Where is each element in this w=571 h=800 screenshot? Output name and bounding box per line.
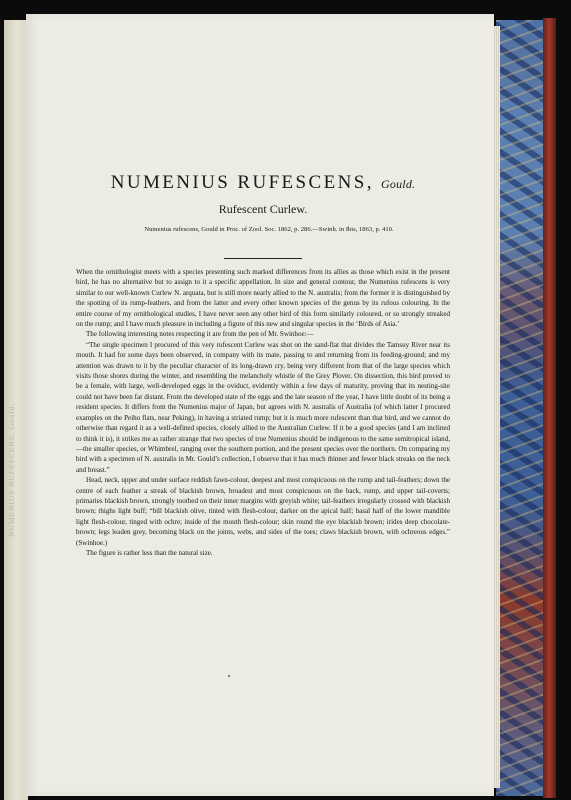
paragraph-figure-note: The figure is rather less than the natural size. — [86, 548, 213, 557]
facing-page-bleedthrough-text: NUMENIUS RUFESCENS, Gould. — [7, 402, 16, 538]
species-author: Gould. — [381, 177, 416, 191]
book-page — [26, 14, 494, 796]
paragraph-notes-intro: The following interesting notes respecting it are from the pen of Mr. Swinhoe:— — [86, 330, 314, 339]
page-speck — [228, 675, 230, 677]
paragraph-description: Head, neck, upper and under surface reddish fawn-colour, deepest and most conspicuous on the rump and tail-feathers; down the centre of each feather a streak of blackish brown, broadest and most conspicuous on the back, rump, and upper tail-coverts; primaries blackish brown, strongly toothed on their inner margins with greyish white; tail-feathers irregularly crossed with blackish brown; thighs light buff; “bill blackish olive, tinted with flesh-colour, darker on the apical half; basal half of the lower mandible light flesh-colour, tinged with ochre; inside of the mouth flesh-colour; skin round the eye blackish brown; irides deep chocolate-brown; legs leaden grey, becoming black on the joints, webs, and sides of the toes; claws blackish brown, with ochreous edges.” (Swinhoe.) — [76, 476, 450, 547]
paragraph-swinhoe-quote: “The single specimen I procured of this very rufescent Curlew was shot on the sand-flat that divides the Tamsuy River near its mouth. It had for some days been observed, in company with its mate, passing to and returning from its feeding-ground; and my attention was drawn to it by the peculiar character of its long-drawn cry, being very different from that of the large species which visits those shores during the winter, and resembling the melancholy whistle of the Grey Plover. On dissection, this bird proved to be a female, with large, well-developed eggs in the oviduct, evidently within a few days of maturity, proving that its nesting-site could not have been far distant. From the developed state of the eggs and the late season of the year, I have little doubt of its being a resident species. It differs from the Numenius major of Japan, but agrees with N. australis of Australia (of which latter I procured examples on the Peiho flats, near Peking), in having a striated rump; but it is much more rufescent than that bird, and we cannot do otherwise than regard it as a well-defined species, closely allied to the Australian Curlew. If it be a good species (and I am inclined to think it is), it strikes me as rather strange that two species of true Numenius should be indigenous to the same semitropical island,—the smaller species, or Whimbrel, ranging over the southern portion, and the present species over the northern. On comparing my bird with a specimen of N. australis in Mr. Gould’s collection, I observe that it has much thinner and fewer black streaks on the neck and breast.” — [76, 340, 450, 474]
divider-rule — [224, 258, 302, 259]
common-name: Rufescent Curlew. — [218, 202, 308, 216]
facing-page-edge — [4, 20, 28, 800]
page-title — [78, 172, 448, 194]
paragraph-intro: When the ornithologist meets with a species presenting such marked differences from its allies as those which exist in the present bird, he has no alternative but to assign to it a specific appellation. In size and general contour, the Numenius rufescens is very similar to our well-known Curlew N. arquata, but is still more nearly allied to the N. australis; from the former it is distinguished by the spotting of its rump-feathers, and from the latter and every other known species of the genus by its rufous colouring. In the entire course of my ornithological studies, I have never seen any other bird of this form similarly coloured, or so strongly streaked on the rump; and I have much pleasure in including a figure of this new and singular species in the ‘Birds of Asia.’ — [76, 268, 450, 329]
article-body — [76, 267, 450, 558]
species-name: NUMENIUS RUFESCENS, — [110, 172, 374, 193]
citation-reference: Numenius rufescens, Gould in Proc. of Zool. Soc. 1862, p. 286.—Swinh. in Ibis, 1863, p. 410. — [144, 226, 394, 233]
book-spine-edge — [543, 18, 556, 798]
